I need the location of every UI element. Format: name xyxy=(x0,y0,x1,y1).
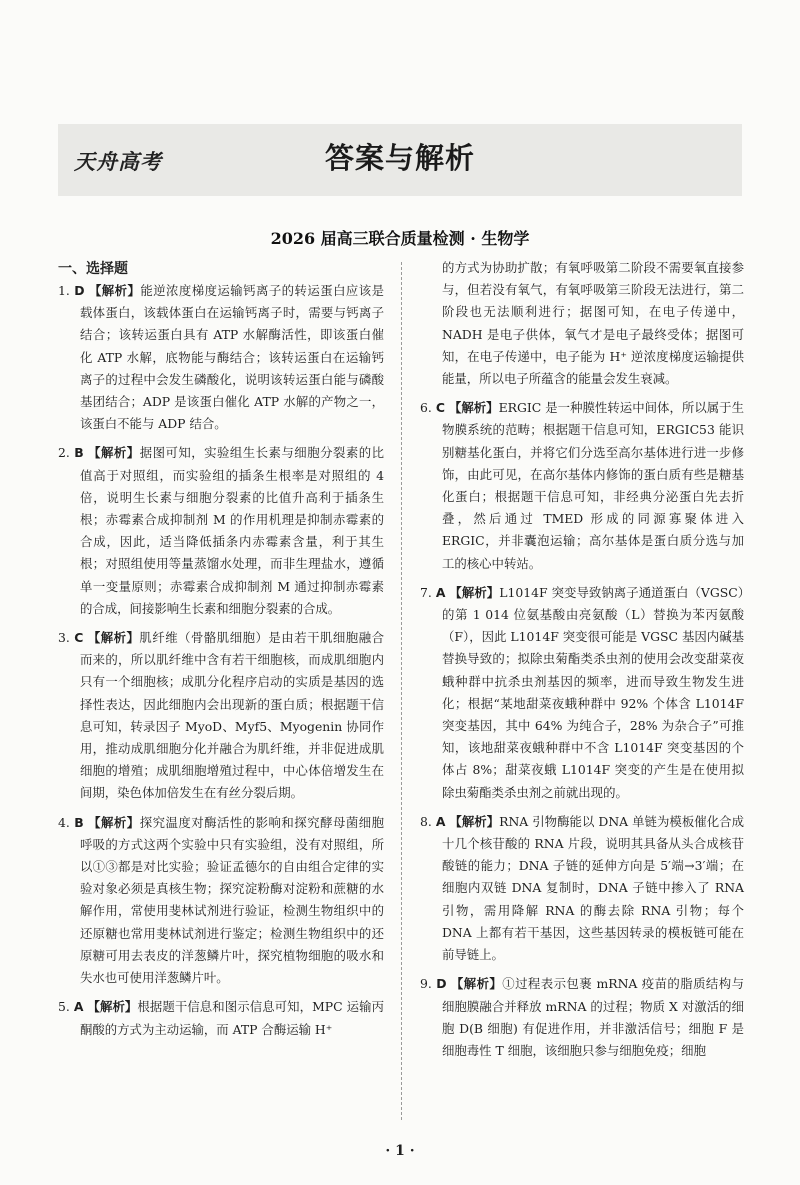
answer-item-4 xyxy=(58,812,384,990)
analysis-tag: 【解析】 xyxy=(450,976,503,992)
answer-item-5 xyxy=(58,996,384,1040)
answer-letter: C xyxy=(74,630,84,646)
answer-letter: A xyxy=(435,584,446,600)
answer-item-9 xyxy=(420,973,744,1062)
analysis-text: ERGIC 是一种膜性转运中间体，所以属于生物膜系统的范畴；根据题干信息可知，ERGIC53 能识别糖基化蛋白，并将它们分选至高尔基体进行进一步修饰，由此可见，在高尔基体内修饰的蛋白质有些是糖基化蛋白；根据题干信息可知，非经典分泌蛋白先去折叠，然后通过 TMED 形成的同源寡聚体进入 ERGIC，并非囊泡运输；高尔基体是蛋白质分选与加工的核心中转站。 xyxy=(442,400,744,571)
item-number: 2. xyxy=(58,445,70,461)
answer-letter: B xyxy=(74,445,84,461)
answer-letter: A xyxy=(73,999,84,1015)
item-number: 3. xyxy=(58,630,70,646)
answer-item-1 xyxy=(58,280,384,435)
right-column xyxy=(420,257,744,1069)
answer-item-5-continued xyxy=(420,257,744,390)
item-number: 4. xyxy=(58,814,70,830)
item-number: 8. xyxy=(420,813,432,829)
analysis-text: RNA 引物酶能以 DNA 单链为模板催化合成十几个核苷酸的 RNA 片段，说明其具备从头合成核苷酸链的能力；DNA 子链的延伸方向是 5′端→3′端；在细胞内双链 DNA 复制时，DNA 子链中掺入了 RNA 引物，需用降解 RNA 的酶去除 RNA 引物；每个 DNA 上都有若干基因，这些基因转录的模板链可能在前导链上。 xyxy=(442,813,744,963)
analysis-text: L1014F 突变导致钠离子通道蛋白（VGSC）的第 1 014 位氨基酸由亮氨酸（L）替换为苯丙氨酸（F），因此 L1014F 突变很可能是 VGSC 基因内碱基替换导致的；拟除虫菊酯类杀虫剂的使用会改变甜菜夜蛾种群中抗杀虫剂基因的频率，进而导致生物发生进化；根据“某地甜菜夜蛾种群中 92% 个体含 L1014F 突变基因，其中 64% 为纯合子，28% 为杂合子”可推知，该地甜菜夜蛾种群中不含 L1014F 突变基因的个体占 8%；甜菜夜蛾 L1014F 突变的产生是在使用拟除虫菊酯类杀虫剂之前就出现的。 xyxy=(442,584,744,800)
answer-letter: C xyxy=(435,400,445,416)
item-number: 6. xyxy=(420,400,432,416)
analysis-tag: 【解析】 xyxy=(88,814,140,830)
analysis-text: 肌纤维（骨骼肌细胞）是由若干肌细胞融合而来的，所以肌纤维中含有若干细胞核，而成肌细胞内只有一个细胞核；成肌分化程序启动的实质是基因的选择性表达，因此细胞内会出现新的蛋白质；根据题干信息可知，转录因子 MyoD、Myf5、Myogenin 协同作用，推动成肌细胞分化并融合为肌纤维，并非促进成肌细胞的增殖；成肌细胞增殖过程中，中心体倍增发生在间期，染色体加倍发生在有丝分裂后期。 xyxy=(80,630,384,801)
answer-letter: D xyxy=(436,976,447,992)
answer-letter: A xyxy=(435,813,446,829)
brand-logo: 天舟高考 xyxy=(74,150,162,174)
analysis-tag: 【解析】 xyxy=(88,445,140,461)
analysis-tag: 【解析】 xyxy=(449,813,500,829)
item-number: 5. xyxy=(58,999,70,1015)
analysis-tag: 【解析】 xyxy=(88,283,141,298)
analysis-tag: 【解析】 xyxy=(448,400,499,416)
answer-letter: B xyxy=(74,814,84,830)
analysis-tag: 【解析】 xyxy=(87,630,140,646)
analysis-text: 能逆浓度梯度运输钙离子的转运蛋白应该是载体蛋白，该载体蛋白在运输钙离子时，需要与钙离子结合；该转运蛋白具有 ATP 水解酶活性，即该蛋白催化 ATP 水解，底物能与酶结合；该转运蛋白在运输钙离子的过程中会发生磷酸化，说明该转运蛋白能与磷酸基团结合；ADP 是该蛋白催化 ATP 水解的产物之一，该蛋白不能与 ADP 结合。 xyxy=(80,283,385,432)
page-number: · 1 · xyxy=(385,1143,415,1159)
exam-subtitle: 2026 届高三联合质量检测 · 生物学 xyxy=(270,229,530,248)
item-number: 7. xyxy=(420,584,432,600)
analysis-text: ①过程表示包裹 mRNA 疫苗的脂质结构与细胞膜融合并释放 mRNA 的过程；物质 X 对激活的细胞 D(B 细胞) 有促进作用，并非激活信号；细胞 F 是细胞毒性 T 细胞，该细胞只参与细胞免疫；细胞 xyxy=(442,976,744,1058)
section-title: 一、选择题 xyxy=(58,261,128,277)
answer-item-8 xyxy=(420,811,744,966)
column-divider xyxy=(401,262,402,1120)
analysis-text: 探究温度对酶活性的影响和探究酵母菌细胞呼吸的方式这两个实验中只有实验组，没有对照组，所以①③都是对比实验；验证孟德尔的自由组合定律的实验对象必须是真核生物；探究淀粉酶对淀粉和蔗糖的水解作用，常使用斐林试剂进行验证，检测生物组织中的还原糖也常用斐林试剂进行鉴定；检测生物组织中的还原糖可用去表皮的洋葱鳞片叶，探究植物细胞的吸水和失水也可使用洋葱鳞片叶。 xyxy=(80,814,384,986)
left-column xyxy=(58,258,384,1048)
answer-letter: D xyxy=(74,283,85,298)
item-number: 9. xyxy=(420,976,432,992)
answer-item-3 xyxy=(58,627,384,805)
item-number: 1. xyxy=(58,283,70,298)
analysis-text: 根据题干信息和图示信息可知，MPC 运输丙酮酸的方式为主动运输，而 ATP 合酶运输 H⁺ xyxy=(80,999,384,1037)
analysis-tag: 【解析】 xyxy=(87,999,138,1015)
page-title: 答案与解析 xyxy=(324,141,475,175)
analysis-tag: 【解析】 xyxy=(449,584,500,600)
analysis-text: 的方式为协助扩散；有氧呼吸第二阶段不需要氧直接参与，但若没有氧气，有氧呼吸第三阶段无法进行，第二阶段也无法顺利进行；据图可知，在电子传递中，NADH 是电子供体，氧气才是电子最终受体；据图可知，在电子传递中，电子能为 H⁺ 逆浓度梯度运输提供能量，所以电子所蕴含的能量会发生衰减。 xyxy=(442,260,744,387)
answer-item-7 xyxy=(420,582,744,804)
answer-item-2 xyxy=(58,442,384,620)
analysis-text: 据图可知，实验组生长素与细胞分裂素的比值高于对照组，而实验组的插条生根率是对照组的 4 倍，说明生长素与细胞分裂素的比值升高利于插条生根；赤霉素合成抑制剂 M 的作用机理是抑制赤霉素的合成，因此，适当降低插条内赤霉素含量，利于其生根；对照组使用等量蒸馏水处理，而非生理盐水，遵循单一变量原则；赤霉素合成抑制剂 M 通过抑制赤霉素的合成，间接影响生长素和细胞分裂素的合成。 xyxy=(80,445,384,616)
answer-item-6 xyxy=(420,397,744,575)
